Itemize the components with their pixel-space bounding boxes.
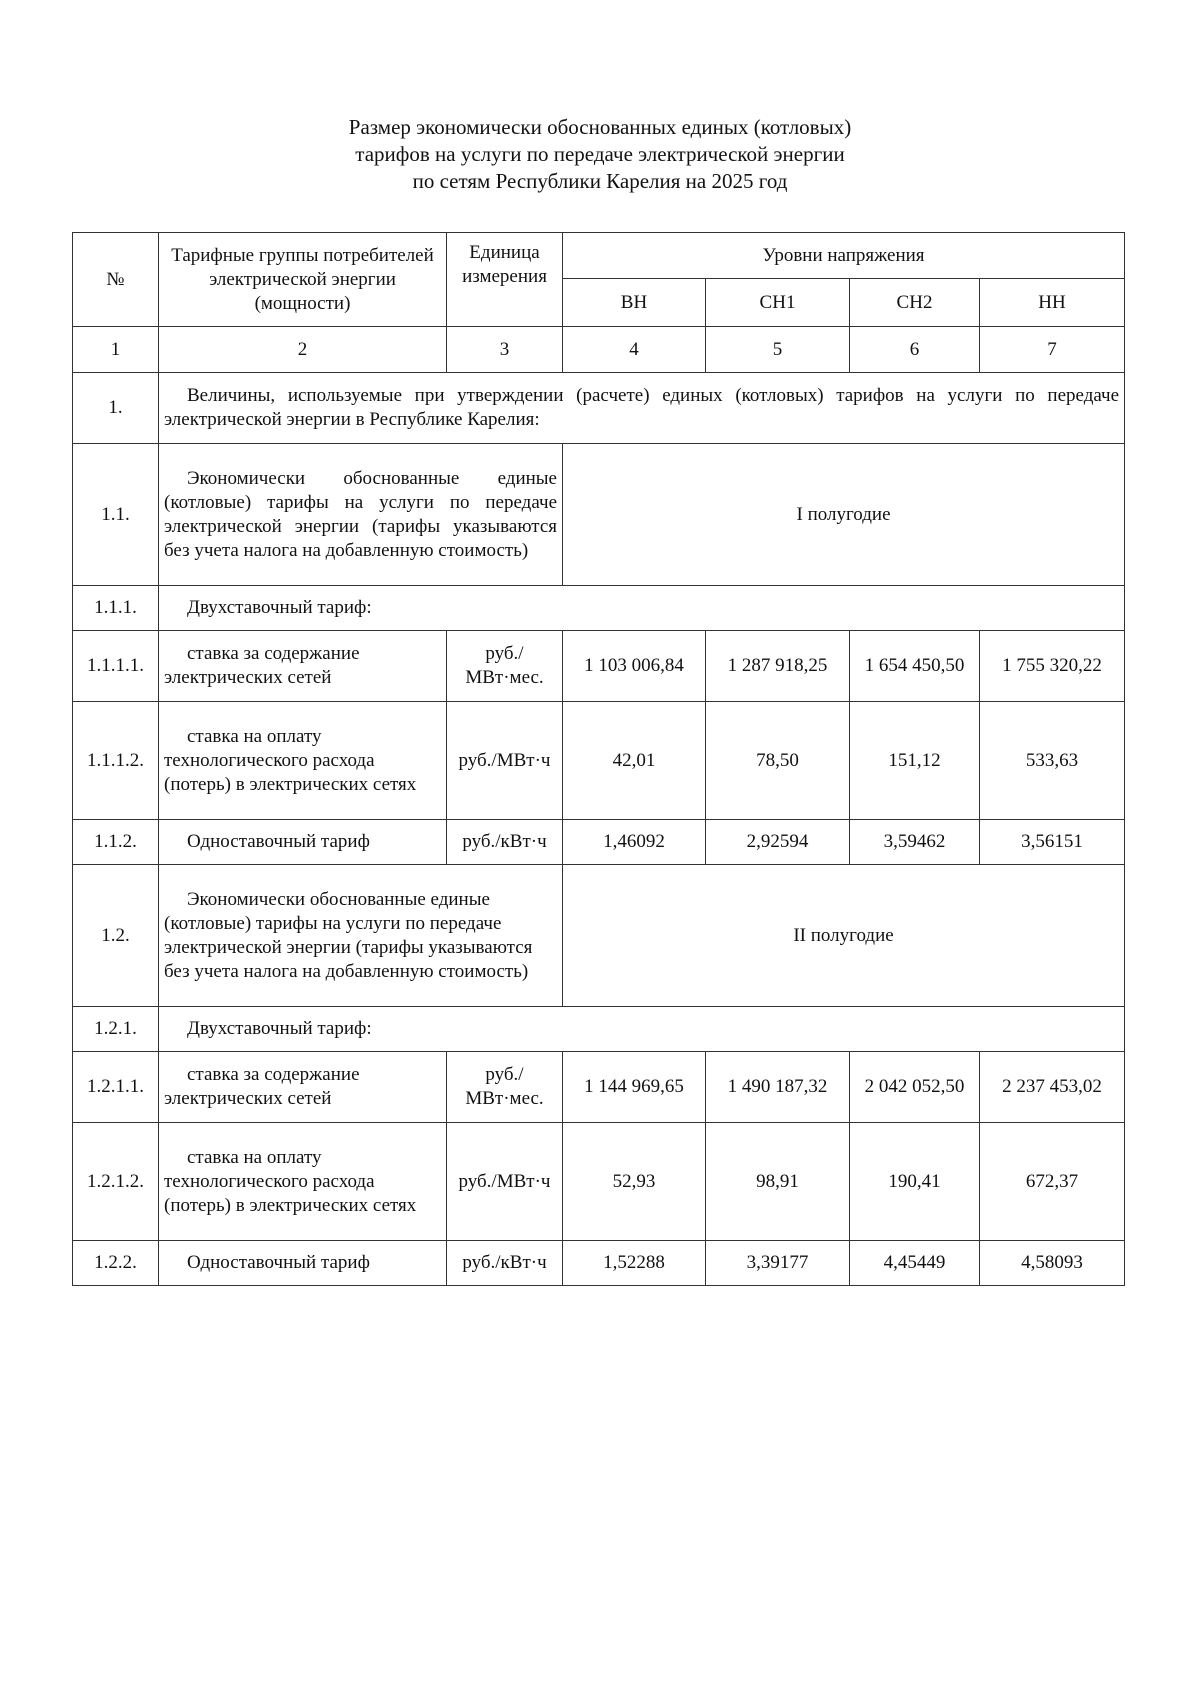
column-index-row: [73, 327, 1125, 373]
half2-two-rate-label: Двухставочный тариф:: [159, 1007, 1125, 1052]
half1-rate-network-sn2: 1 654 450,50: [850, 631, 980, 702]
half2-rate-losses-label: ставка на оплату технологического расхода (потерь) в электрических сетях: [159, 1123, 447, 1241]
section-num: 1.: [73, 373, 159, 444]
half2-rate-losses-sn2: 190,41: [850, 1123, 980, 1241]
half1-rate-losses-vn: 42,01: [563, 702, 706, 820]
half1-rate-losses-sn2: 151,12: [850, 702, 980, 820]
half2-num: 1.2.: [73, 865, 159, 1007]
half1-two-rate-row: [73, 586, 1125, 631]
half2-two-rate-row: [73, 1007, 1125, 1052]
header-num: №: [73, 233, 159, 327]
header-row: [73, 233, 1125, 279]
half2-rate-network-vn: 1 144 969,65: [563, 1052, 706, 1123]
half2-one-rate-unit: руб./кВт·ч: [447, 1241, 563, 1286]
half2-rate-network-num: 1.2.1.1.: [73, 1052, 159, 1123]
half1-one-rate-sn2: 3,59462: [850, 820, 980, 865]
header-nn: НН: [980, 279, 1125, 327]
half2-one-rate-vn: 1,52288: [563, 1241, 706, 1286]
half2-rate-losses-nn: 672,37: [980, 1123, 1125, 1241]
half2-one-rate-sn1: 3,39177: [706, 1241, 850, 1286]
half2-row: [73, 865, 1125, 1007]
tariff-table: [72, 232, 1125, 1286]
half2-rate-network-sn1: 1 490 187,32: [706, 1052, 850, 1123]
half1-rate-losses-row: [73, 702, 1125, 820]
half1-num: 1.1.: [73, 444, 159, 586]
half2-two-rate-num: 1.2.1.: [73, 1007, 159, 1052]
half1-one-rate-vn: 1,46092: [563, 820, 706, 865]
half1-rate-losses-sn1: 78,50: [706, 702, 850, 820]
section-row: [73, 373, 1125, 444]
title-line-3: по сетям Республики Карелия на 2025 год: [412, 169, 788, 193]
title-line-2: тарифов на услуги по передаче электрической энергии: [355, 142, 845, 166]
half1-text: Экономически обоснованные единые (котловые) тарифы на услуги по передаче электрической энергии (тарифы указываются без учета налога на добавленную стоимость): [159, 444, 563, 586]
col-index-5: 5: [706, 327, 850, 373]
col-index-7: 7: [980, 327, 1125, 373]
half2-period: II полугодие: [563, 865, 1125, 1007]
half1-rate-losses-num: 1.1.1.2.: [73, 702, 159, 820]
half2-rate-network-row: [73, 1052, 1125, 1123]
half2-one-rate-row: [73, 1241, 1125, 1286]
col-index-1: 1: [73, 327, 159, 373]
col-index-4: 4: [563, 327, 706, 373]
half1-one-rate-nn: 3,56151: [980, 820, 1125, 865]
header-voltage-levels: Уровни напряжения: [563, 233, 1125, 279]
section-text: Величины, используемые при утверждении (расчете) единых (котловых) тарифов на услуги по передаче электрической энергии в Республике Карелия:: [159, 373, 1125, 444]
half2-rate-losses-num: 1.2.1.2.: [73, 1123, 159, 1241]
half1-rate-losses-unit: руб./МВт·ч: [447, 702, 563, 820]
half1-two-rate-num: 1.1.1.: [73, 586, 159, 631]
half1-rate-network-vn: 1 103 006,84: [563, 631, 706, 702]
half1-row: [73, 444, 1125, 586]
header-group: Тарифные группы потребителей электрической энергии (мощности): [159, 233, 447, 327]
half1-rate-network-num: 1.1.1.1.: [73, 631, 159, 702]
half2-one-rate-num: 1.2.2.: [73, 1241, 159, 1286]
half2-rate-losses-row: [73, 1123, 1125, 1241]
header-sn2: СН2: [850, 279, 980, 327]
col-index-2: 2: [159, 327, 447, 373]
half1-one-rate-num: 1.1.2.: [73, 820, 159, 865]
half1-one-rate-label: Одноставочный тариф: [159, 820, 447, 865]
half2-rate-losses-sn1: 98,91: [706, 1123, 850, 1241]
half1-rate-network-unit: руб./МВт·мес.: [447, 631, 563, 702]
half1-rate-losses-nn: 533,63: [980, 702, 1125, 820]
half1-one-rate-row: [73, 820, 1125, 865]
half1-rate-network-row: [73, 631, 1125, 702]
col-index-6: 6: [850, 327, 980, 373]
half2-rate-network-unit: руб./МВт·мес.: [447, 1052, 563, 1123]
half1-two-rate-label: Двухставочный тариф:: [159, 586, 1125, 631]
half2-rate-losses-vn: 52,93: [563, 1123, 706, 1241]
half1-rate-network-nn: 1 755 320,22: [980, 631, 1125, 702]
document-title: [0, 114, 1200, 195]
half1-one-rate-unit: руб./кВт·ч: [447, 820, 563, 865]
half1-one-rate-sn1: 2,92594: [706, 820, 850, 865]
half1-period: I полугодие: [563, 444, 1125, 586]
half1-rate-losses-label: ставка на оплату технологического расхода (потерь) в электрических сетях: [159, 702, 447, 820]
half2-rate-losses-unit: руб./МВт·ч: [447, 1123, 563, 1241]
title-line-1: Размер экономически обоснованных единых (котловых): [348, 115, 852, 139]
header-unit: Единица измерения: [447, 233, 563, 327]
col-index-3: 3: [447, 327, 563, 373]
half2-one-rate-label: Одноставочный тариф: [159, 1241, 447, 1286]
half2-one-rate-nn: 4,58093: [980, 1241, 1125, 1286]
half2-rate-network-sn2: 2 042 052,50: [850, 1052, 980, 1123]
half2-one-rate-sn2: 4,45449: [850, 1241, 980, 1286]
half1-rate-network-label: ставка за содержание электрических сетей: [159, 631, 447, 702]
half2-rate-network-nn: 2 237 453,02: [980, 1052, 1125, 1123]
header-vn: ВН: [563, 279, 706, 327]
half2-rate-network-label: ставка за содержание электрических сетей: [159, 1052, 447, 1123]
header-sn1: СН1: [706, 279, 850, 327]
half2-text: Экономически обоснованные единые (котловые) тарифы на услуги по передаче электрической энергии (тарифы указываются без учета налога на добавленную стоимость): [159, 865, 563, 1007]
half1-rate-network-sn1: 1 287 918,25: [706, 631, 850, 702]
